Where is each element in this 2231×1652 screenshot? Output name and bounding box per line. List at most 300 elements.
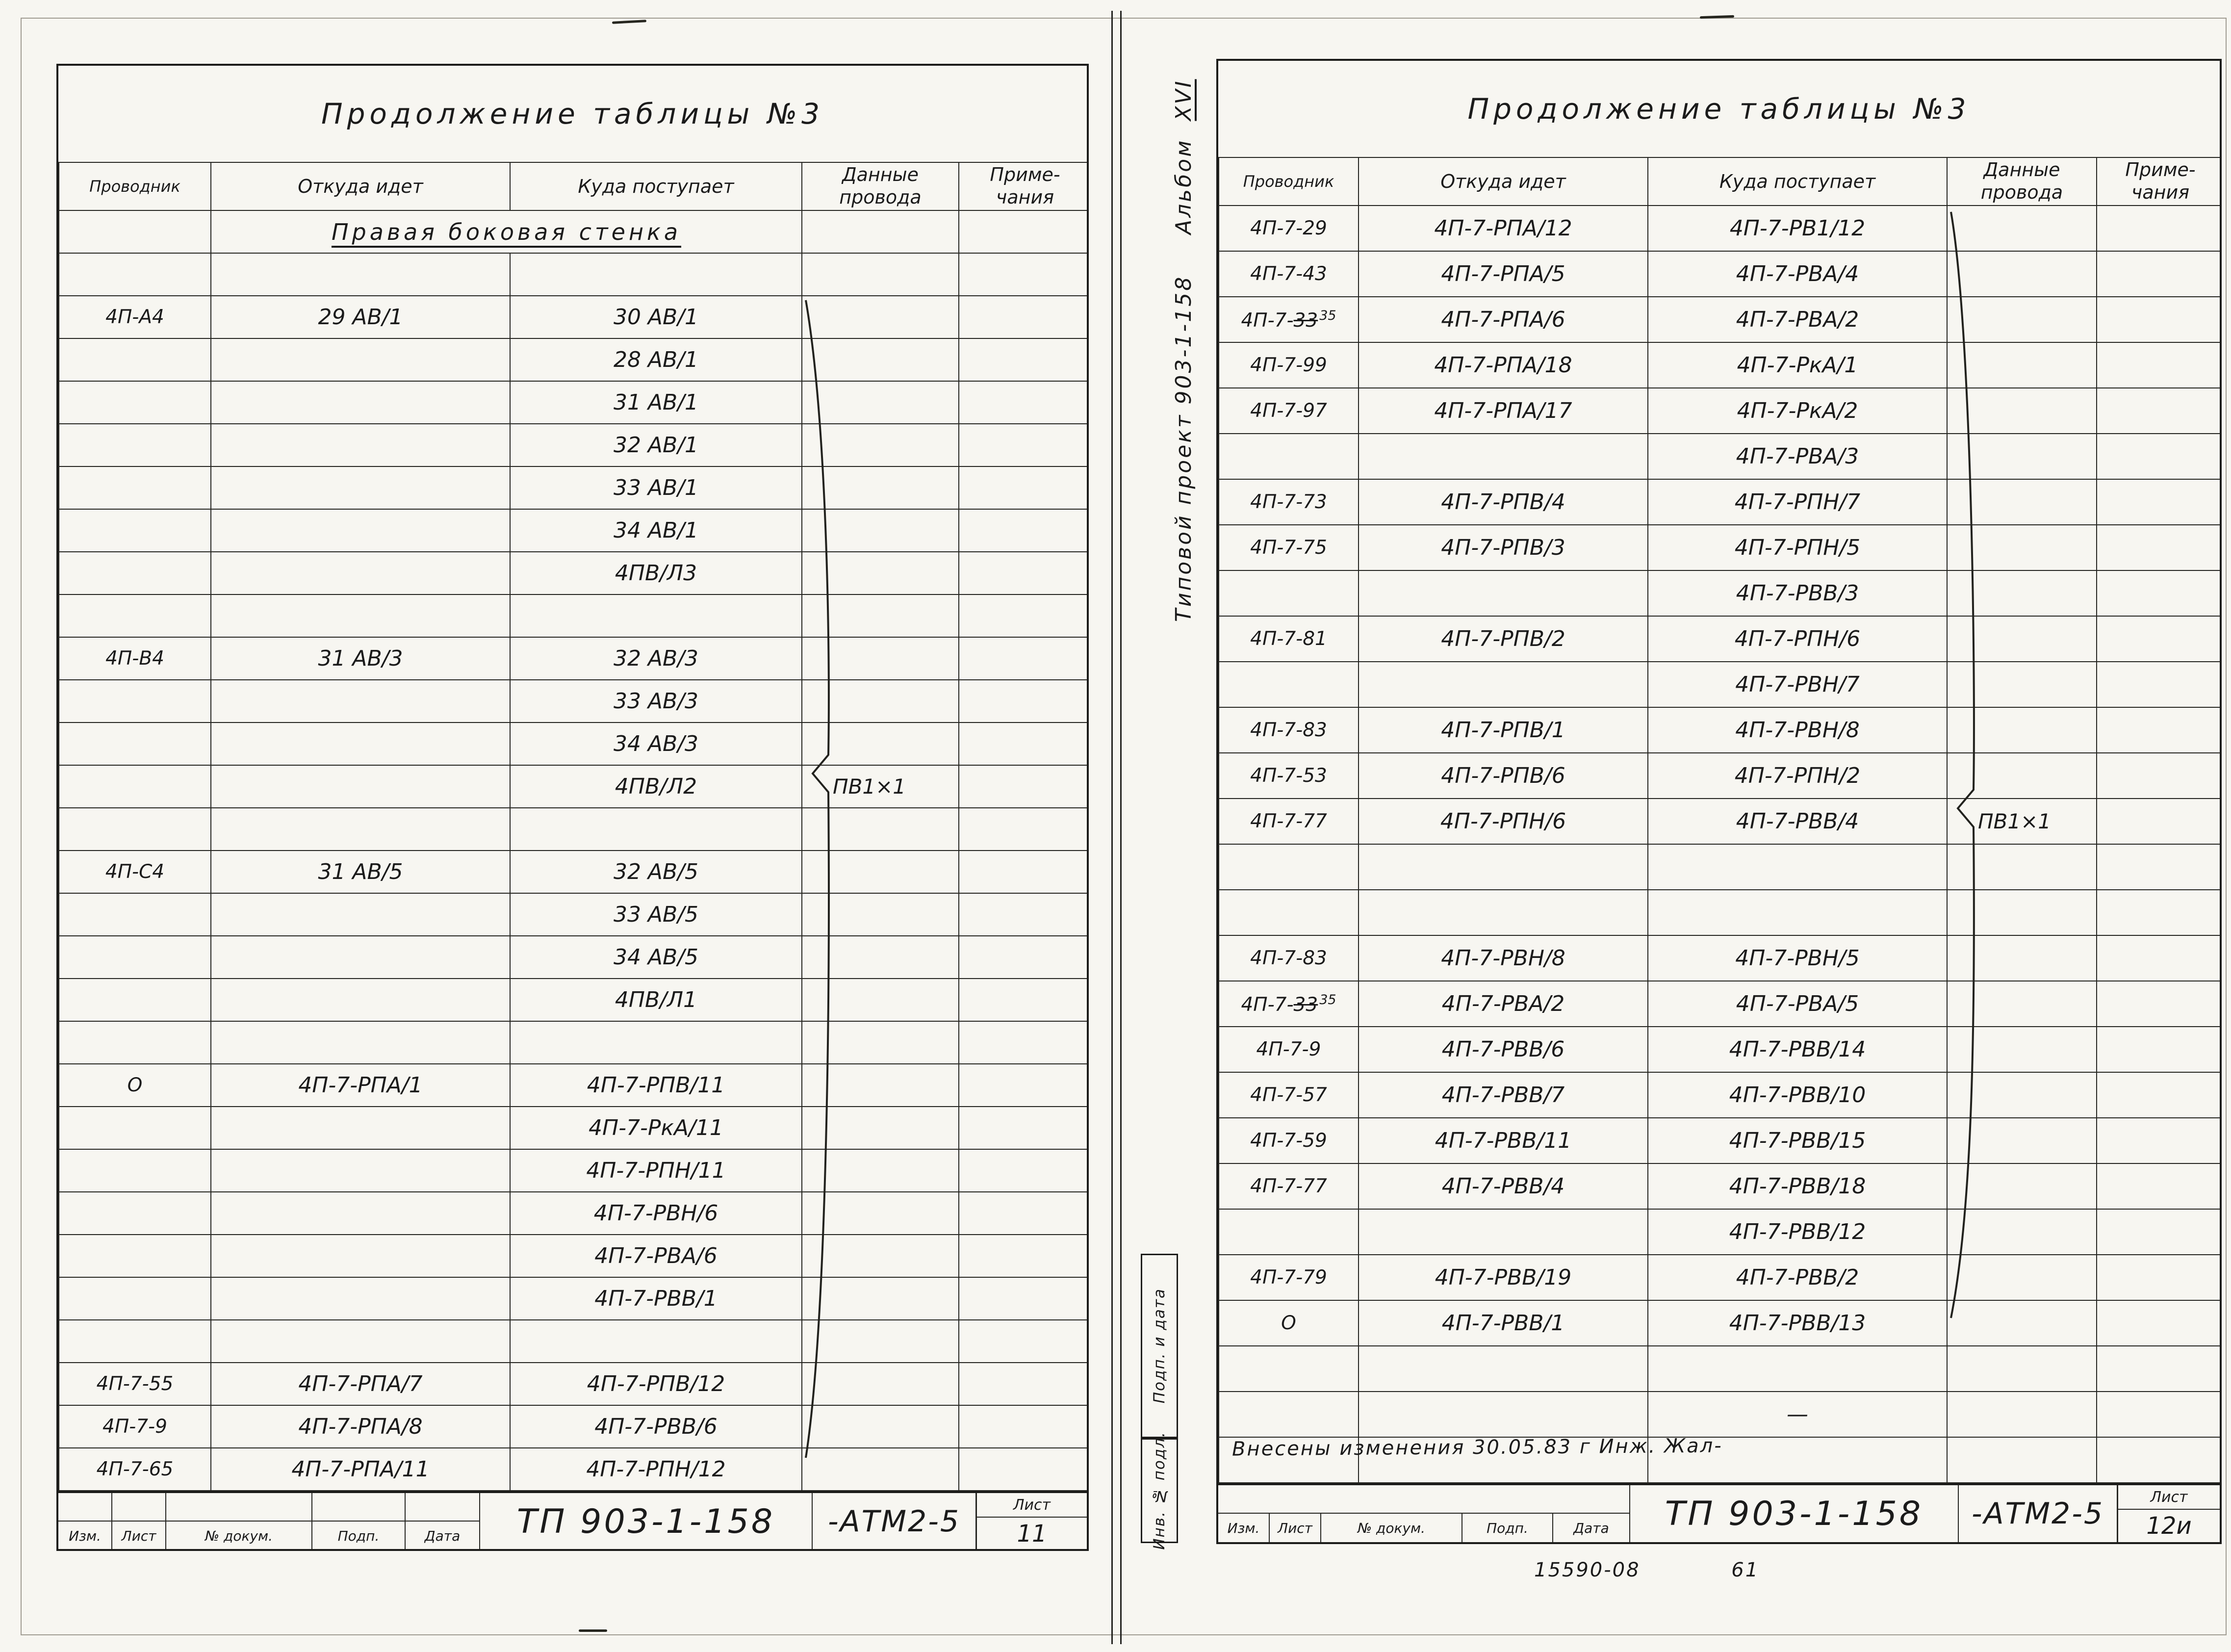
document-code: -АТМ2-5 — [1959, 1485, 2118, 1542]
fold-line — [1120, 11, 1122, 1644]
sheet-label: Лист — [2118, 1485, 2220, 1510]
table-cell: 4П-7-РВВ/15 — [1648, 1118, 1947, 1163]
table-cell — [59, 466, 211, 509]
table-cell — [59, 210, 211, 253]
table-cell: 4П-7-РВН/8 — [1359, 935, 1648, 981]
table-cell — [802, 723, 959, 765]
table-cell — [802, 1107, 959, 1149]
table-row — [59, 296, 1089, 338]
table-cell: 4П-А4 — [59, 296, 211, 338]
table-cell — [59, 1277, 211, 1320]
table-row — [59, 936, 1089, 979]
table-row — [1219, 1300, 2222, 1346]
table-cell — [1947, 1255, 2097, 1300]
table-cell — [211, 338, 510, 381]
table-cell — [510, 1021, 802, 1064]
table-cell — [959, 466, 1089, 509]
table-cell: 34 АВ/1 — [510, 509, 802, 552]
table-cell — [802, 466, 959, 509]
table-cell-corrected: 4П-7-33 $^{35}$ — [1219, 297, 1359, 342]
table-cell: 4П-7-81 — [1219, 616, 1359, 662]
table-cell — [211, 1192, 510, 1235]
titleblock-grid — [58, 1493, 480, 1550]
table-cell — [959, 1064, 1089, 1107]
table-cell: 4П-7-РПА/5 — [1359, 251, 1648, 297]
page-mark: 61 — [1731, 1559, 1760, 1581]
table-cell — [959, 552, 1089, 594]
column-header-label: Данные провода — [839, 164, 922, 208]
document-number: ТП 903-1-158 — [1630, 1485, 1959, 1542]
table-cell: 31 АВ/1 — [510, 381, 802, 424]
table-cell — [59, 1192, 211, 1235]
table-cell: 28 АВ/1 — [510, 338, 802, 381]
titleblock-label-row — [58, 1522, 479, 1550]
table-cell — [959, 424, 1089, 466]
table-cell: 4П-7-97 — [1219, 388, 1359, 434]
table-cell — [1219, 662, 1359, 707]
titleblock-label: Дата — [424, 1527, 461, 1544]
table-cell — [802, 1277, 959, 1320]
table-cell: 4П-7-9 — [1219, 1027, 1359, 1072]
table-cell — [959, 765, 1089, 808]
column-header-notes — [959, 162, 1089, 210]
table-cell: 4П-7-РПА/1 — [211, 1064, 510, 1107]
table-cell — [2097, 890, 2222, 935]
table-cell — [59, 1149, 211, 1192]
table-cell — [959, 1235, 1089, 1277]
table-cell — [1947, 1163, 2097, 1209]
table-cell: 4П-7-РВВ/4 — [1648, 799, 1947, 844]
table-cell — [959, 338, 1089, 381]
table-row — [1219, 1027, 2222, 1072]
table-cell — [59, 424, 211, 466]
table-cell — [802, 680, 959, 723]
table-row — [59, 466, 1089, 509]
table-cell — [1219, 1209, 1359, 1255]
table-cell: 4П-7-РВВ/6 — [1359, 1027, 1648, 1072]
table-cell: 4П-7-РВВ/1 — [510, 1277, 802, 1320]
table-cell — [59, 680, 211, 723]
titleblock-label: Дата — [1573, 1520, 1609, 1536]
table-cell — [211, 381, 510, 424]
table-cell — [1947, 1346, 2097, 1392]
table-cell — [2097, 1027, 2222, 1072]
table-cell — [1947, 1027, 2097, 1072]
table-cell — [1947, 479, 2097, 525]
table-cell — [59, 338, 211, 381]
table-cell — [1359, 434, 1648, 479]
table-cell — [959, 1021, 1089, 1064]
table-cell — [59, 979, 211, 1021]
table-cell — [959, 893, 1089, 936]
table-cell — [2097, 388, 2222, 434]
table-row — [59, 1235, 1089, 1277]
titleblock-label-row — [1218, 1514, 1629, 1542]
table-cell — [1947, 1300, 2097, 1346]
table-cell — [1359, 1346, 1648, 1392]
table-cell — [1947, 206, 2097, 251]
sign-date-label: Подп. и дата — [1151, 1288, 1168, 1404]
titleblock-note-row — [1218, 1485, 1629, 1514]
column-header-notes — [2097, 157, 2222, 206]
document-number: ТП 903-1-158 — [480, 1493, 813, 1550]
titleblock-note-cell — [1218, 1485, 1629, 1514]
titleblock-label: Лист — [1270, 1514, 1321, 1542]
table-cell — [2097, 297, 2222, 342]
table-row — [59, 509, 1089, 552]
table-row — [1219, 297, 2222, 342]
table-cell — [2097, 707, 2222, 753]
column-header-from: Откуда идет — [1359, 157, 1648, 206]
table-cell — [59, 1021, 211, 1064]
table-cell — [1219, 434, 1359, 479]
wiring-table-right — [1218, 157, 2222, 1483]
column-header-conductor: Проводник — [59, 162, 211, 210]
table-row — [59, 1149, 1089, 1192]
table-cell: 32 АВ/5 — [510, 851, 802, 893]
table-cell — [2097, 1392, 2222, 1437]
table-cell: 4П-7-77 — [1219, 1163, 1359, 1209]
project-label: Типовой проект 903-1-158 — [1171, 275, 1196, 622]
album-word: Альбом — [1171, 138, 1196, 234]
table-cell: 4П-7-РПВ/1 — [1359, 707, 1648, 753]
table-cell — [211, 1277, 510, 1320]
table-cell: 4П-7-РПА/7 — [211, 1363, 510, 1405]
table-cell — [211, 594, 510, 637]
table-cell — [959, 1192, 1089, 1235]
table-row — [1219, 981, 2222, 1027]
table-row — [1219, 342, 2222, 388]
table-cell: О — [1219, 1300, 1359, 1346]
table-cell — [211, 1107, 510, 1149]
column-header-label: Приме-чания — [990, 164, 1060, 208]
table-cell — [211, 466, 510, 509]
table-cell — [211, 979, 510, 1021]
table-cell — [1947, 707, 2097, 753]
table-cell — [802, 1064, 959, 1107]
page-right — [1216, 59, 2222, 1544]
fold-mark — [579, 1629, 607, 1632]
table-cell — [959, 723, 1089, 765]
table-cell: 4П-7-РПА/8 — [211, 1405, 510, 1448]
table-cell — [802, 253, 959, 296]
page-title: Продолжение таблицы №3 — [321, 97, 824, 130]
table-cell: 4П-7-РПН/2 — [1648, 753, 1947, 799]
table-row — [1219, 1118, 2222, 1163]
table-row — [59, 637, 1089, 680]
table-row — [59, 680, 1089, 723]
table-cell — [2097, 434, 2222, 479]
table-cell: 4П-7-РПА/17 — [1359, 388, 1648, 434]
table-row — [59, 1320, 1089, 1363]
sign-date-box — [1141, 1254, 1178, 1438]
table-cell — [959, 637, 1089, 680]
table-cell — [59, 936, 211, 979]
table-cell: 4П-7-РВА/5 — [1648, 981, 1947, 1027]
table-cell: — — [1648, 1392, 1947, 1437]
table-cell: 4П-7-РПН/12 — [510, 1448, 802, 1491]
table-cell: 4П-7-РПА/6 — [1359, 297, 1648, 342]
table-cell: 4П-7-РВА/3 — [1648, 434, 1947, 479]
table-cell: 4П-7-83 — [1219, 935, 1359, 981]
table-cell — [959, 210, 1089, 253]
table-cell — [2097, 662, 2222, 707]
table-body — [59, 210, 1089, 1491]
table-cell — [959, 381, 1089, 424]
table-cell — [2097, 251, 2222, 297]
table-cell: 4П-7-РПВ/12 — [510, 1363, 802, 1405]
table-row — [59, 1192, 1089, 1235]
table-cell: 4П-7-РПА/18 — [1359, 342, 1648, 388]
table-cell: 4П-7-РВВ/10 — [1648, 1072, 1947, 1118]
table-cell — [1219, 570, 1359, 616]
table-cell: 4П-7-РВВ/4 — [1359, 1163, 1648, 1209]
table-cell — [1947, 1072, 2097, 1118]
table-row — [59, 552, 1089, 594]
table-cell — [59, 893, 211, 936]
column-header-to: Куда поступает — [1648, 157, 1947, 206]
table-cell — [211, 936, 510, 979]
table-cell — [802, 1235, 959, 1277]
table-row — [1219, 890, 2222, 935]
table-cell: 4П-7-РВ1/12 — [1648, 206, 1947, 251]
inventory-box — [1141, 1431, 1178, 1550]
table-cell: 4П-7-РПН/6 — [1648, 616, 1947, 662]
table-cell — [59, 1320, 211, 1363]
table-cell — [2097, 525, 2222, 570]
column-header-wire-data — [802, 162, 959, 210]
table-cell — [59, 509, 211, 552]
table-cell — [1947, 844, 2097, 890]
table-cell: 4П-7-РВН/5 — [1648, 935, 1947, 981]
table-cell: 4П-7-РВА/4 — [1648, 251, 1947, 297]
table-row — [59, 381, 1089, 424]
table-row — [59, 338, 1089, 381]
table-row — [59, 851, 1089, 893]
table-cell — [959, 296, 1089, 338]
table-cell — [1947, 1118, 2097, 1163]
table-cell — [1359, 890, 1648, 935]
table-row — [1219, 707, 2222, 753]
table-cell — [59, 1107, 211, 1149]
table-row — [1219, 570, 2222, 616]
table-row — [59, 594, 1089, 637]
titleblock-cell — [58, 1493, 112, 1522]
table-cell: 4ПВ/Л2 — [510, 765, 802, 808]
table-cell: 4П-7-43 — [1219, 251, 1359, 297]
table-row — [59, 765, 1089, 808]
titleblock-label: № докум. — [1321, 1514, 1462, 1542]
titleblock-label: Лист — [112, 1522, 166, 1550]
table-cell — [802, 1192, 959, 1235]
titleblock-grid — [1218, 1485, 1630, 1542]
table-cell: 4П-7-РВА/2 — [1359, 981, 1648, 1027]
table-cell — [959, 509, 1089, 552]
sheet-number: 12и — [2146, 1512, 2192, 1540]
table-cell — [211, 808, 510, 851]
table-cell: 4П-7-РВА/6 — [510, 1235, 802, 1277]
table-cell — [959, 680, 1089, 723]
table-cell: 4П-7-РПА/11 — [211, 1448, 510, 1491]
table-row — [59, 808, 1089, 851]
table-cell: 4П-7-РПН/7 — [1648, 479, 1947, 525]
table-cell — [802, 1363, 959, 1405]
table-cell — [1947, 890, 2097, 935]
table-cell — [1947, 981, 2097, 1027]
table-cell — [802, 979, 959, 1021]
table-cell — [802, 210, 959, 253]
table-cell — [2097, 1346, 2222, 1392]
table-cell — [211, 1021, 510, 1064]
table-cell — [1648, 1346, 1947, 1392]
table-row — [1219, 206, 2222, 251]
table-cell: 33 АВ/5 — [510, 893, 802, 936]
table-row — [1219, 434, 2222, 479]
table-cell — [59, 594, 211, 637]
table-cell — [802, 552, 959, 594]
table-cell — [959, 808, 1089, 851]
column-header-wire-data — [1947, 157, 2097, 206]
table-cell: 4П-7-РВВ/2 — [1648, 1255, 1947, 1300]
table-cell — [59, 808, 211, 851]
table-cell — [211, 723, 510, 765]
table-cell — [1947, 342, 2097, 388]
table-cell: 4П-7-75 — [1219, 525, 1359, 570]
table-cell: 32 АВ/1 — [510, 424, 802, 466]
footer-stamp — [1534, 1559, 1759, 1581]
table-cell — [510, 253, 802, 296]
table-cell: 4П-7-РПВ/11 — [510, 1064, 802, 1107]
table-cell — [959, 1363, 1089, 1405]
table-row — [59, 1405, 1089, 1448]
table-cell — [802, 424, 959, 466]
wiring-table-left — [58, 162, 1089, 1491]
titleblock-empty-row — [58, 1493, 479, 1522]
table-cell: 4П-7-РкА/2 — [1648, 388, 1947, 434]
table-cell — [510, 594, 802, 637]
table-cell — [1359, 570, 1648, 616]
titleblock-label: Подп. — [1462, 1514, 1553, 1542]
column-header-label: Приме-чания — [2125, 159, 2196, 203]
table-cell — [211, 1320, 510, 1363]
table-cell — [802, 1320, 959, 1363]
table-cell: 30 АВ/1 — [510, 296, 802, 338]
table-row — [59, 1363, 1089, 1405]
table-cell — [59, 723, 211, 765]
table-cell: 4П-7-РПА/12 — [1359, 206, 1648, 251]
table-row — [59, 1448, 1089, 1491]
table-cell: 29 АВ/1 — [211, 296, 510, 338]
table-cell: 4П-7-РВВ/11 — [1359, 1118, 1648, 1163]
table-cell — [211, 765, 510, 808]
change-note: Внесены изменения 30.05.83 г Инж. Жал- — [1231, 1434, 1723, 1461]
table-cell — [1219, 890, 1359, 935]
table-cell: 4ПВ/Л1 — [510, 979, 802, 1021]
sheet-label: Лист — [977, 1493, 1087, 1518]
table-cell — [1359, 1392, 1648, 1437]
titleblock-cell — [406, 1493, 479, 1522]
table-cell: 4П-7-РПН/11 — [510, 1149, 802, 1192]
table-cell: 34 АВ/3 — [510, 723, 802, 765]
table-cell — [959, 1405, 1089, 1448]
table-cell: 4П-7-65 — [59, 1448, 211, 1491]
table-cell — [510, 1320, 802, 1363]
table-row — [59, 253, 1089, 296]
album-label — [1171, 79, 1196, 234]
table-cell: 32 АВ/3 — [510, 637, 802, 680]
table-row — [59, 210, 1089, 253]
table-cell — [2097, 570, 2222, 616]
table-row — [1219, 1209, 2222, 1255]
table-cell — [1219, 1346, 1359, 1392]
column-header-label: Данные провода — [1980, 159, 2063, 203]
table-cell: 4П-7-РВА/2 — [1648, 297, 1947, 342]
table-cell-corrected: 4П-7-33 $^{35}$ — [1219, 981, 1359, 1027]
titleblock-cell — [166, 1493, 312, 1522]
table-row — [1219, 753, 2222, 799]
table-cell: 4П-7-79 — [1219, 1255, 1359, 1300]
table-cell: 4П-7-РВВ/19 — [1359, 1255, 1648, 1300]
table-cell — [802, 851, 959, 893]
table-cell — [1947, 662, 2097, 707]
table-cell: 4П-7-РВВ/7 — [1359, 1072, 1648, 1118]
table-cell: 4П-7-53 — [1219, 753, 1359, 799]
table-cell — [510, 808, 802, 851]
table-cell — [1947, 935, 2097, 981]
table-cell: 31 АВ/5 — [211, 851, 510, 893]
table-cell — [211, 552, 510, 594]
titleblock-label: Изм. — [58, 1522, 112, 1550]
sheet-box — [977, 1493, 1087, 1550]
table-cell: ПВ1×1 — [1947, 799, 2097, 844]
table-cell — [802, 1448, 959, 1491]
table-row — [1219, 1346, 2222, 1392]
table-cell — [959, 979, 1089, 1021]
table-cell — [959, 1277, 1089, 1320]
table-cell — [959, 1448, 1089, 1491]
table-cell: О — [59, 1064, 211, 1107]
table-cell — [802, 509, 959, 552]
table-cell — [802, 1021, 959, 1064]
table-cell — [2097, 1118, 2222, 1163]
table-cell — [211, 424, 510, 466]
table-cell — [802, 594, 959, 637]
table-header — [1219, 157, 2222, 206]
column-header-conductor: Проводник — [1219, 157, 1359, 206]
table-cell: 4П-7-59 — [1219, 1118, 1359, 1163]
table-cell — [802, 936, 959, 979]
table-cell — [2097, 844, 2222, 890]
table-row — [1219, 1163, 2222, 1209]
table-cell — [211, 1149, 510, 1192]
table-row — [1219, 1255, 2222, 1300]
table-row — [59, 1021, 1089, 1064]
table-cell: 4П-7-РВВ/12 — [1648, 1209, 1947, 1255]
table-row — [1219, 616, 2222, 662]
table-cell: 4П-7-9 — [59, 1405, 211, 1448]
table-cell: 4П-7-73 — [1219, 479, 1359, 525]
sheet-number: 11 — [1017, 1520, 1047, 1548]
page-left — [56, 64, 1089, 1551]
table-cell: 33 АВ/3 — [510, 680, 802, 723]
table-cell: 4П-7-57 — [1219, 1072, 1359, 1118]
table-cell: 4П-В4 — [59, 637, 211, 680]
table-cell: 4П-7-83 — [1219, 707, 1359, 753]
table-cell — [802, 637, 959, 680]
table-cell — [2097, 1300, 2222, 1346]
table-row — [1219, 525, 2222, 570]
titleblock-label: № докум. — [166, 1522, 312, 1550]
